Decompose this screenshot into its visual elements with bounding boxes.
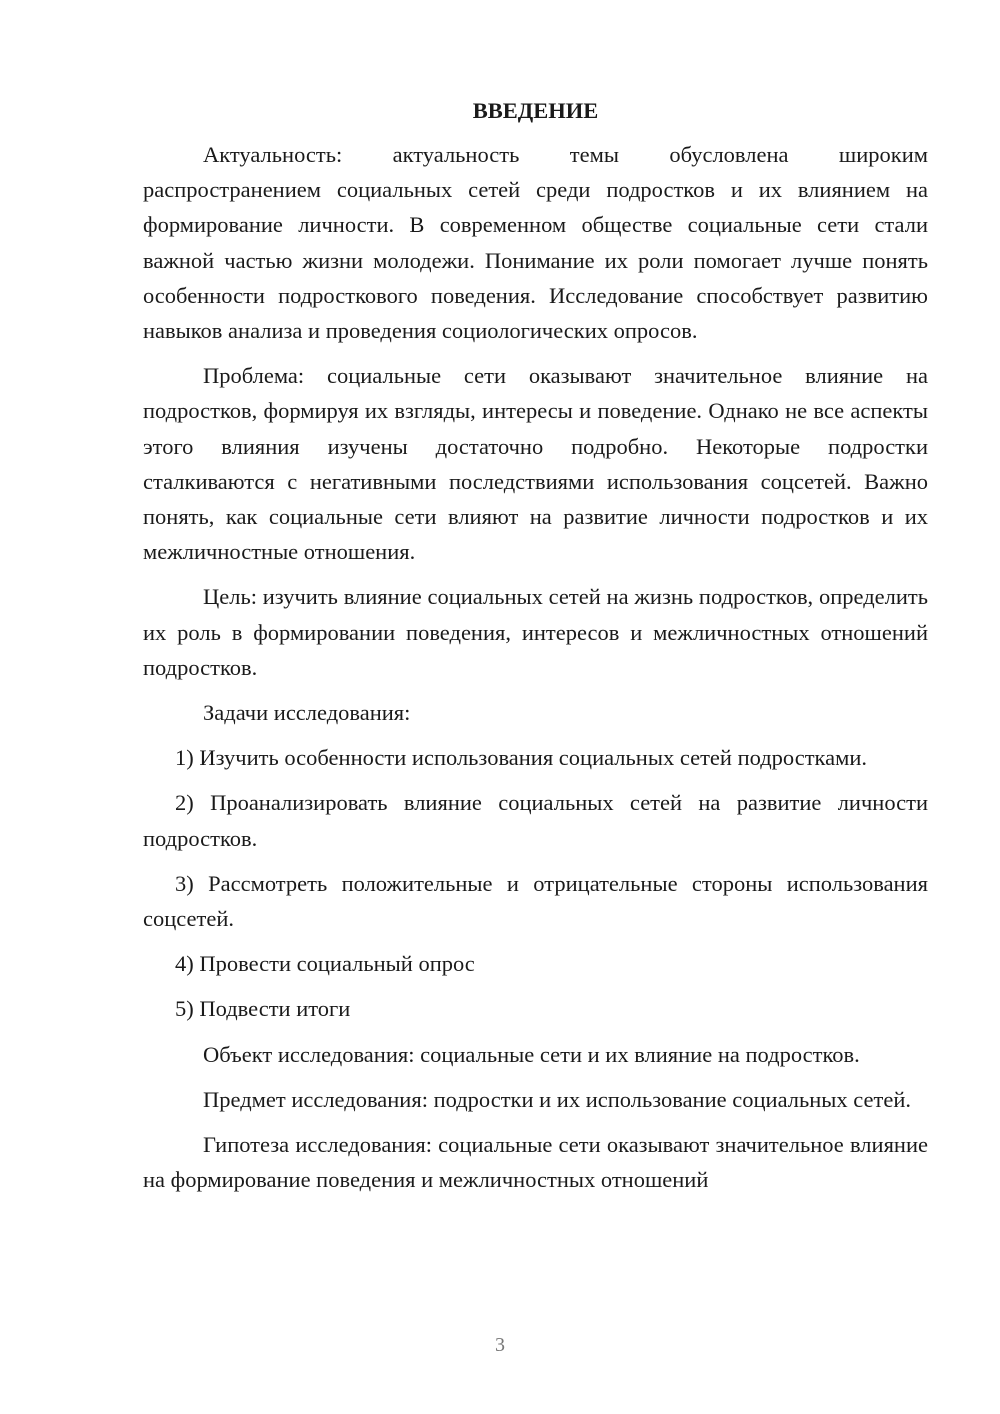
relevance-paragraph: Актуальность: актуальность темы обусловлена широким распространением социальных сетей среди подростков и их влиянием на формирование личности. В современном обществе социальные сети стали важной частью жизни молодежи. Понимание их роли помогает лучше понять особенности подросткового поведения. Исследование способствует развитию навыков анализа и проведения социологических опросов. <box>143 142 928 344</box>
object-paragraph: Объект исследования: социальные сети и их влияние на подростков. <box>203 1041 860 1067</box>
document-title: ВВЕДЕНИЕ <box>472 98 599 123</box>
task-item-2: 2) Проанализировать влияние социальных сетей на развитие личности подростков. <box>143 790 928 851</box>
page-number: 3 <box>495 1334 505 1356</box>
goal-paragraph: Цель: изучить влияние социальных сетей на жизнь подростков, определить их роль в формировании поведения, интересов и межличностных отношений подростков. <box>143 584 928 680</box>
task-item-1: 1) Изучить особенности использования социальных сетей подростками. <box>175 745 868 771</box>
problem-paragraph: Проблема: социальные сети оказывают значительное влияние на подростков, формируя их взгляды, интересы и поведение. Однако не все аспекты этого влияния изучены достаточно подробно. Некоторые подростки сталкиваются с негативными последствиями использования соцсетей. Важно понять, как социальные сети влияют на развитие личности подростков и их межличностные отношения. <box>143 363 928 565</box>
task-item-5: 5) Подвести итоги <box>175 996 351 1022</box>
tasks-heading: Задачи исследования: <box>203 700 411 726</box>
subject-paragraph: Предмет исследования: подростки и их использование социальных сетей. <box>203 1086 912 1112</box>
task-item-3: 3) Рассмотреть положительные и отрицательные стороны использования соцсетей. <box>143 870 928 932</box>
hypothesis-paragraph: Гипотеза исследования: социальные сети оказывают значительное влияние на формирование поведения и межличностных отношений <box>143 1132 928 1193</box>
task-item-4: 4) Провести социальный опрос <box>175 951 475 977</box>
document-page <box>143 95 928 1207</box>
